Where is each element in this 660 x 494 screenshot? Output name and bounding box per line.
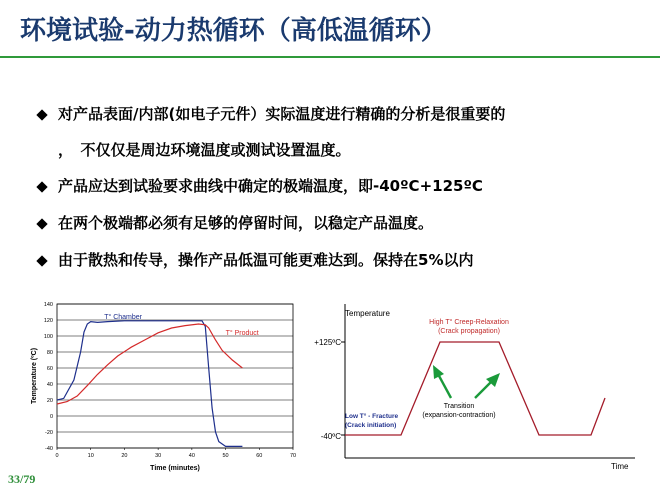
x-axis-title: Time (minutes) <box>150 465 200 472</box>
series-label: T° Product <box>225 330 259 338</box>
diamond-bullet-icon <box>36 109 47 120</box>
y-tick-label: 0 <box>49 414 53 420</box>
x-tick-label: 70 <box>289 453 297 459</box>
y-tick-label: 100 <box>43 334 53 340</box>
transition-arrow-right-icon <box>475 373 500 398</box>
diamond-bullet-icon <box>36 218 47 229</box>
high-temp-annotation: High T° Creep-Relaxation <box>429 319 509 326</box>
bullet-text: 产品应达到试验要求曲线中确定的极端温度，即-40ºC+125ºC <box>58 177 483 195</box>
y-tick-low-label: -40ºC <box>320 432 341 441</box>
thermal-cycle-profile-chart <box>305 296 660 478</box>
temperature-measurement-chart <box>0 296 305 476</box>
diamond-bullet-icon <box>36 181 47 192</box>
low-temp-annotation-sub: (Crack initiation) <box>345 422 397 429</box>
transition-annotation: Transition <box>443 403 475 410</box>
y-tick-high-label: +125ºC <box>314 338 341 347</box>
bullet-text: ， 不仅仅是周边环境温度或测试设置温度。 <box>58 141 351 159</box>
y-tick-label: -40 <box>45 446 53 452</box>
x-axis-title: Time <box>611 462 629 471</box>
bullet-item <box>38 213 638 235</box>
x-tick-label: 10 <box>87 453 94 459</box>
title-divider <box>0 56 660 58</box>
bullet-item <box>38 176 638 198</box>
slide-title: 环境试验-动力热循环（高低温循环） <box>20 16 447 46</box>
transition-arrow-left-icon <box>433 365 451 398</box>
page-number: 33/79 <box>8 472 36 486</box>
y-tick-label: 60 <box>46 366 53 372</box>
y-tick-label: 120 <box>43 318 53 324</box>
x-tick-label: 40 <box>188 453 195 459</box>
bullet-text: 由于散热和传导，操作产品低温可能更难达到。保持在5%以内 <box>58 251 474 269</box>
y-tick-label: -20 <box>45 430 53 436</box>
bullet-continuation <box>38 140 638 162</box>
y-tick-label: 140 <box>43 302 53 308</box>
bullet-text: 在两个极端都必须有足够的停留时间，以稳定产品温度。 <box>58 214 434 232</box>
x-tick-label: 30 <box>155 453 162 459</box>
plot-area <box>44 302 296 459</box>
transition-annotation-sub: (expansion-contraction) <box>422 412 496 419</box>
y-tick-label: 20 <box>46 398 53 404</box>
y-tick-label: 40 <box>46 382 53 388</box>
x-tick-label: 50 <box>222 453 229 459</box>
x-tick-label: 20 <box>121 453 128 459</box>
bullet-item <box>38 250 638 272</box>
series-label: T° Chamber <box>104 314 143 322</box>
bullet-item <box>38 104 638 126</box>
plot-frame <box>57 304 293 448</box>
high-temp-annotation-sub: (Crack propagation) <box>438 328 500 335</box>
y-axis-title: Temperature (ºC) <box>31 347 38 405</box>
x-tick-label: 60 <box>256 453 263 459</box>
x-tick-label: 0 <box>55 453 59 459</box>
y-tick-label: 80 <box>46 350 53 356</box>
bullet-text: 对产品表面/内部(如电子元件）实际温度进行精确的分析是很重要的 <box>58 105 506 123</box>
series-line <box>57 321 242 447</box>
low-temp-annotation: Low T° - Fracture <box>345 413 399 420</box>
y-axis-title: Temperature <box>345 309 390 318</box>
diamond-bullet-icon <box>36 255 47 266</box>
